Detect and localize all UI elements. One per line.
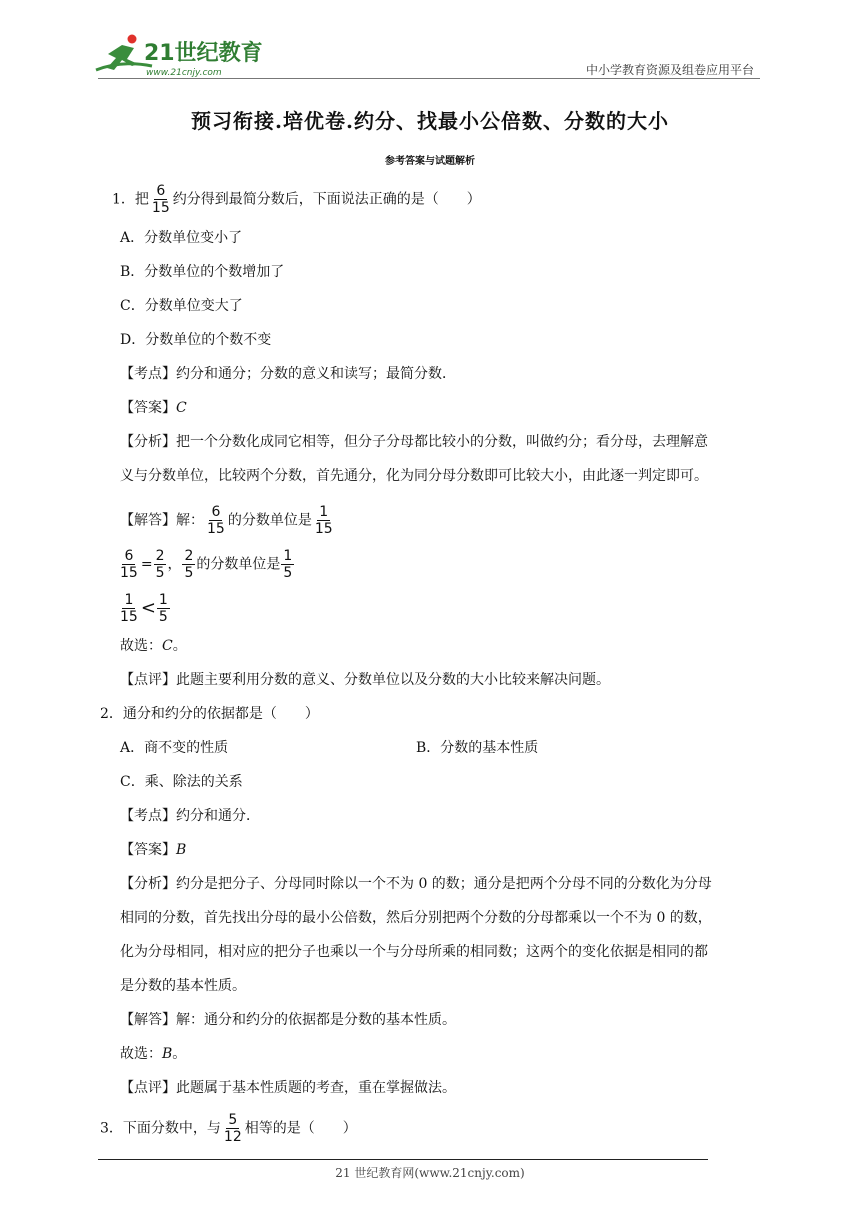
q2-comment: 【点评】此题属于基本性质题的考查，重在掌握做法。	[120, 1080, 456, 1096]
page-title: 预习衔接.培优卷.约分、找最小公倍数、分数的大小	[191, 109, 669, 133]
q1-option-d: D．分数单位的个数不变	[120, 332, 272, 348]
q1-comment: 【点评】此题主要利用分数的意义、分数单位以及分数的大小比较来解决问题。	[120, 672, 610, 688]
q2-kaodian: 【考点】约分和通分．	[120, 808, 260, 824]
q2-stem: 2．通分和约分的依据都是（ ）	[100, 706, 319, 722]
fraction: $\frac{6}{15}$	[120, 548, 138, 581]
q1-option-b: B．分数单位的个数增加了	[120, 264, 285, 280]
q2-answer: 【答案】B	[120, 842, 187, 858]
fraction: $\frac{1}{15}$	[120, 592, 138, 625]
page-subtitle: 参考答案与试题解析	[385, 156, 475, 167]
q2-choice: 故选：B。	[120, 1046, 187, 1062]
q2-analysis-line1: 【分析】约分是把分子、分母同时除以一个不为 0 的数；通分是把两个分母不同的分数化为分母	[120, 876, 712, 892]
q2-analysis-line3: 化为分母相同，相对应的把分子也乘以一个与分母所乘的相同数；这两个的变化依据是相同的都	[120, 944, 708, 960]
q1-analysis-line2: 义与分数单位，比较两个分数，首先通分，化为同分母分数即可比较大小，由此逐一判定即可。	[120, 468, 708, 484]
q2-solution: 【解答】解：通分和约分的依据都是分数的基本性质。	[120, 1012, 456, 1028]
q1-solution-line3: $\frac{1}{15}$ < $\frac{1}{5}$	[120, 592, 168, 625]
q1-option-a: A．分数单位变小了	[120, 230, 243, 246]
fraction: $\frac{1}{15}$	[314, 504, 333, 537]
q2-option-c: C．乘、除法的关系	[120, 774, 243, 790]
footer-text: 21 世纪教育网(www.21cnjy.com)	[335, 1166, 525, 1180]
fraction: $\frac{1}{5}$	[283, 548, 293, 581]
fraction: $\frac{1}{5}$	[158, 592, 168, 625]
runner-logo-icon	[92, 30, 262, 80]
fraction: $\frac{2}{5}$	[155, 548, 165, 581]
fraction: $\frac{5}{12}$	[223, 1112, 242, 1145]
q1-choice: 故选：C。	[120, 638, 187, 654]
logo-url: www.21cnjy.com	[146, 68, 222, 78]
q3-stem: 3．下面分数中，与 $\frac{5}{12}$ 相等的是（ ）	[100, 1112, 357, 1145]
fraction: $\frac{2}{5}$	[184, 548, 194, 581]
header-divider	[98, 78, 760, 79]
footer-divider	[98, 1159, 708, 1160]
q1-answer: 【答案】C	[120, 400, 187, 416]
q1-solution-line1: 【解答】解： $\frac{6}{15}$ 的分数单位是 $\frac{1}{15}$	[120, 504, 333, 537]
site-logo	[92, 30, 262, 80]
q2-option-b: B．分数的基本性质	[416, 740, 539, 756]
fraction: $\frac{6}{15}$	[151, 183, 170, 216]
q1-solution-line2: $\frac{6}{15}$ = $\frac{2}{5}$ ， $\frac{2}{5}$ 的分数单位是 $\frac{1}{5}$	[120, 548, 293, 581]
fraction: $\frac{6}{15}$	[207, 504, 225, 537]
q2-option-a: A．商不变的性质	[120, 740, 229, 756]
q2-analysis-line2: 相同的分数，首先找出分母的最小公倍数，然后分别把两个分数的分母都乘以一个不为 0 的数，	[120, 910, 712, 926]
q1-stem: 1．把 $\frac{6}{15}$ 约分得到最简分数后，下面说法正确的是（ ）	[112, 183, 481, 216]
q1-analysis-line1: 【分析】把一个分数化成同它相等，但分子分母都比较小的分数，叫做约分；看分母，去理解意	[120, 434, 708, 450]
header-platform-text: 中小学教育资源及组卷应用平台	[585, 63, 754, 77]
q1-option-c: C．分数单位变大了	[120, 298, 243, 314]
q2-analysis-line4: 是分数的基本性质。	[120, 978, 246, 994]
logo-text: 21世纪教育	[144, 41, 262, 66]
q1-kaodian: 【考点】约分和通分；分数的意义和读写；最简分数．	[120, 366, 456, 382]
